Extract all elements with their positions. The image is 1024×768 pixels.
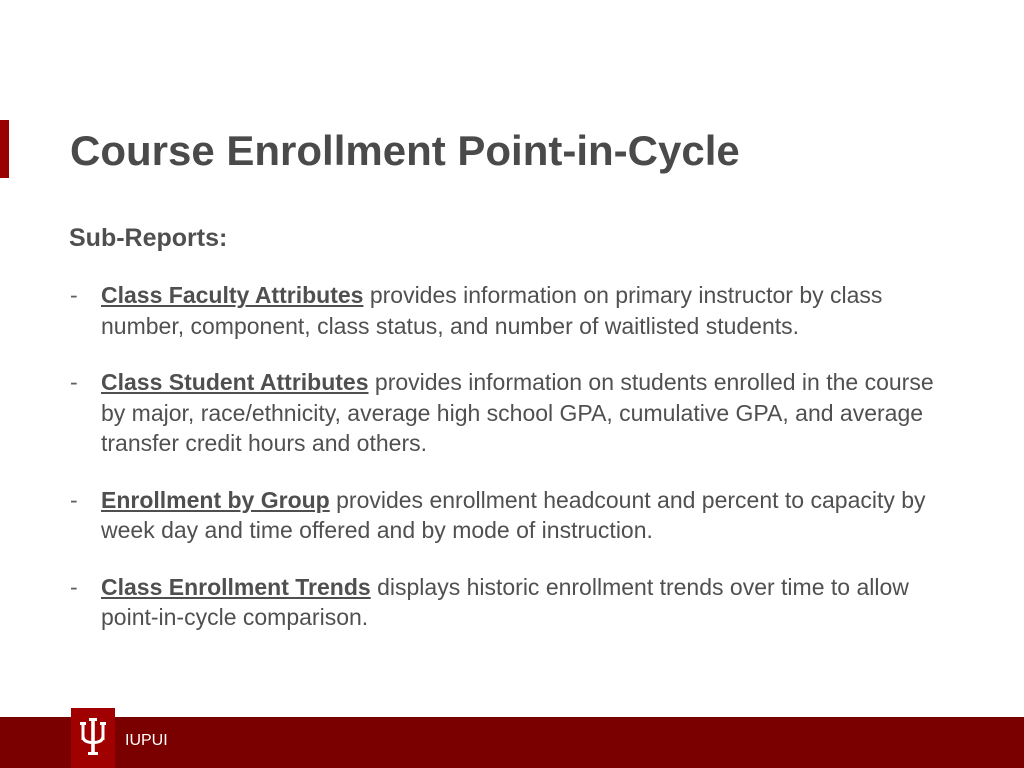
bullet-dash: - [70,282,78,308]
list-item [70,367,960,459]
bullet-dash: - [70,369,78,395]
report-term-link[interactable]: Class Student Attributes [101,369,369,395]
trident-glyph [78,718,108,758]
report-description: provides enrollment headcount and percent to capacity by week day and time offered and by mode of instruction. [101,486,926,543]
bullet-dash: - [70,486,78,513]
slide-title: Course Enrollment Point-in-Cycle [70,127,740,174]
list-item [70,280,960,341]
report-description: displays historic enrollment trends over time to allow point-in-cycle comparison. [101,573,909,630]
sub-reports-heading: Sub-Reports: [69,224,228,252]
footer-institution-label: IUPUI [125,732,168,749]
report-term-link[interactable]: Class Enrollment Trends [101,573,371,600]
report-description: provides information on primary instructor by class number, component, class status, and number of waitlisted students. [101,282,883,339]
title-accent-bar [0,120,9,178]
bullet-dash: - [70,573,78,600]
report-term-link[interactable]: Class Faculty Attributes [101,282,364,308]
list-item [70,572,960,633]
report-term-link[interactable]: Enrollment by Group [101,486,330,513]
sub-report-list [70,280,960,659]
iu-trident-logo-icon [71,708,115,768]
report-description: provides information on students enrolled in the course by major, race/ethnicity, average high school GPA, cumulative GPA, and average transfer credit hours and others. [101,369,934,456]
list-item [70,485,960,546]
